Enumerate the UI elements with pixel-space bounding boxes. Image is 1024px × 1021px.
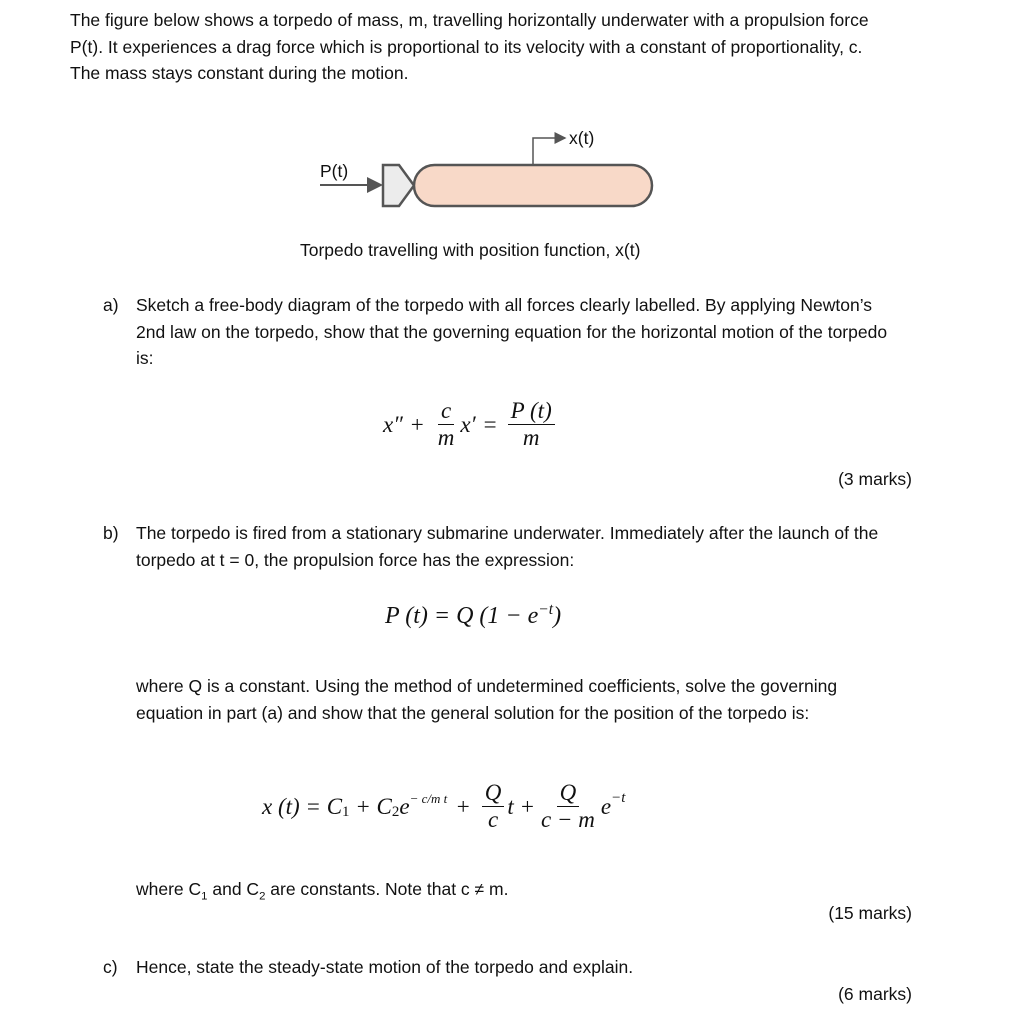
eq-term: x′ bbox=[460, 411, 476, 437]
note-text: are constants. Note that c ≠ m. bbox=[265, 879, 509, 899]
constants-note bbox=[136, 876, 508, 910]
part-c-text: Hence, state the steady-state motion of the torpedo and explain. bbox=[136, 957, 634, 977]
part-b-text-2: where Q is a constant. Using the method of undetermined coefficients, solve the governing equation in part (a) and show that the general solution for the position of the torpedo is: bbox=[136, 676, 838, 723]
part-c-label: c) bbox=[103, 957, 118, 977]
torpedo-figure bbox=[0, 0, 1024, 230]
eq-sub: 1 bbox=[342, 804, 350, 821]
note-sub: 1 bbox=[201, 890, 208, 903]
eq-den: c − m bbox=[541, 807, 595, 833]
eq-exponent: − c/m t bbox=[409, 790, 448, 806]
part-b-text: The torpedo is fired from a stationary submarine underwater. Immediately after the launch of the torpedo at t = 0, the propulsion force has the expression: bbox=[136, 523, 879, 570]
eq-num: Q bbox=[557, 780, 580, 807]
eq-op: + bbox=[455, 793, 471, 819]
part-a-text: Sketch a free-body diagram of the torpedo with all forces clearly labelled. By applying Newton’s 2nd law on the torpedo, show that the governing equation for the horizontal motion of the torpedo is: bbox=[136, 295, 888, 368]
eq-text: e bbox=[399, 793, 410, 819]
eq-term: x″ bbox=[383, 411, 403, 437]
note-text: where C bbox=[136, 879, 202, 899]
governing-equation bbox=[383, 398, 558, 452]
note-sub: 2 bbox=[259, 890, 266, 903]
eq-text: x (t) = C bbox=[262, 793, 343, 819]
part-a-label: a) bbox=[103, 295, 119, 315]
eq-text: ) bbox=[553, 603, 562, 629]
eq-num: c bbox=[438, 398, 454, 425]
eq-fraction bbox=[538, 780, 598, 834]
eq-fraction bbox=[482, 780, 505, 834]
eq-text: P (t) = Q (1 − e bbox=[385, 603, 539, 629]
eq-op: + bbox=[410, 411, 424, 437]
eq-fraction bbox=[435, 398, 458, 452]
eq-den: m bbox=[522, 425, 540, 451]
position-label: x(t) bbox=[569, 128, 595, 148]
general-solution bbox=[262, 780, 625, 834]
propulsion-equation bbox=[385, 600, 562, 630]
torpedo-body bbox=[414, 165, 652, 206]
part-a-marks: (3 marks) bbox=[838, 469, 912, 489]
eq-exponent: −t bbox=[611, 790, 626, 807]
force-label: P(t) bbox=[320, 161, 349, 181]
eq-den: c bbox=[487, 807, 499, 833]
intro-paragraph: The figure below shows a torpedo of mass, m, travelling horizontally underwater with a propulsion force P(t). It experiences a drag force which is proportional to its velocity with a constant of proportionality, c. The mass stays constant during the motion. bbox=[70, 10, 869, 83]
eq-num: Q bbox=[482, 780, 505, 807]
torpedo-tail bbox=[383, 165, 414, 206]
part-c-marks: (6 marks) bbox=[838, 984, 912, 1004]
part-b-label: b) bbox=[103, 523, 119, 543]
figure-caption: Torpedo travelling with position function, x(t) bbox=[300, 240, 641, 260]
position-arrow bbox=[533, 138, 565, 164]
eq-exponent: −t bbox=[538, 600, 554, 618]
part-b-marks: (15 marks) bbox=[828, 903, 912, 923]
eq-fraction bbox=[508, 398, 555, 452]
eq-text: e bbox=[600, 793, 612, 819]
eq-text: t + bbox=[507, 793, 536, 819]
eq-text: + C bbox=[349, 793, 392, 819]
note-text: and C bbox=[207, 879, 260, 899]
eq-den: m bbox=[437, 425, 455, 451]
eq-sub: 2 bbox=[391, 804, 400, 821]
eq-op: = bbox=[483, 411, 497, 437]
eq-num: P (t) bbox=[508, 398, 555, 425]
